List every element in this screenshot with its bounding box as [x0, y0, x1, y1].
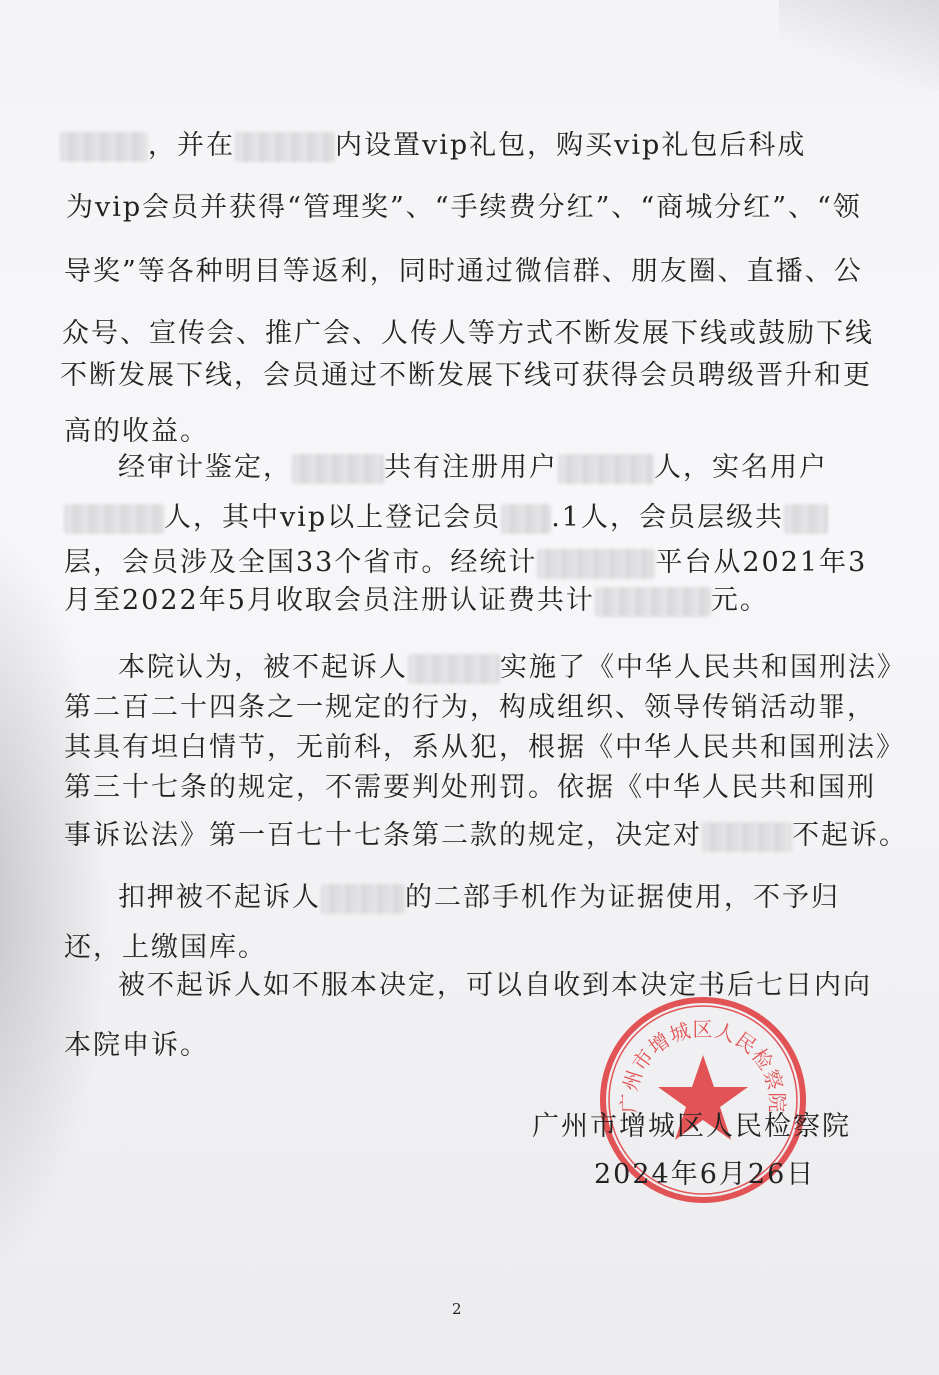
text-span: 内设置vip礼包，购买vip礼包后科成: [335, 130, 807, 161]
p3-line-4: 第三十七条的规定，不需要判处刑罚。依据《中华人民共和国刑: [64, 772, 876, 803]
redacted-text: [60, 132, 148, 162]
text-span: 经审计鉴定，: [118, 452, 292, 483]
text-span: 扣押被不起诉人: [118, 882, 321, 913]
redacted-text: [595, 587, 711, 617]
redacted-text: [235, 132, 335, 162]
signing-organization: 广州市增城区人民检察院: [532, 1111, 851, 1142]
p3-line-5: [64, 818, 908, 854]
p4-line-2: 还，上缴国库。: [64, 932, 267, 963]
text-span: 人，其中vip以上登记会员: [164, 502, 502, 533]
p1-line-2: 为vip会员并获得“管理奖”、“手续费分红”、“商城分红”、“领: [66, 192, 862, 223]
p1-line-6: 高的收益。: [64, 416, 209, 447]
redacted-text: [558, 454, 654, 484]
p3-line-1: [118, 650, 906, 686]
p5-line-1: 被不起诉人如不服本决定，可以自收到本决定书后七日内向: [118, 970, 872, 1001]
text-span: 层，会员涉及全国33个省市。经统计: [64, 547, 538, 578]
p3-line-2: 第二百二十四条之一规定的行为，构成组织、领导传销活动罪，: [64, 692, 876, 723]
p3-line-3: 其具有坦白情节，无前科，系从犯，根据《中华人民共和国刑法》: [64, 732, 905, 763]
seal-text: 广州市增城区人民检察院: [616, 1017, 790, 1114]
p4-line-1: [118, 880, 840, 916]
redacted-text: [501, 504, 551, 534]
redacted-text: [64, 504, 164, 534]
redacted-text: [702, 822, 792, 852]
redacted-text: [784, 504, 828, 534]
text-span: 本院认为，被不起诉人: [118, 652, 408, 683]
text-span: 共有注册用户: [384, 452, 558, 483]
text-span: ，并在: [148, 130, 235, 161]
redacted-text: [321, 884, 405, 914]
redacted-text: [408, 654, 500, 684]
p2-line-2: [64, 500, 828, 536]
text-span: 人，实名用户: [654, 452, 828, 483]
text-span: 的二部手机作为证据使用，不予归: [405, 882, 840, 913]
text-span: 元。: [710, 585, 769, 616]
signing-date: 2024年6月26日: [594, 1159, 816, 1190]
p2-line-4: [64, 583, 769, 619]
p2-line-1: [118, 450, 828, 486]
redacted-text: [292, 454, 384, 484]
text-span: 实施了《中华人民共和国刑法》: [500, 652, 906, 683]
p1-line-5: 不断发展下线，会员通过不断发展下线可获得会员聘级晋升和更: [60, 360, 872, 391]
text-span: 不起诉。: [792, 820, 908, 851]
p5-line-2: 本院申诉。: [64, 1030, 209, 1061]
redacted-text: [537, 549, 655, 579]
text-span: .1人，会员层级共: [551, 502, 784, 533]
text-span: 平台从2021年3: [655, 547, 868, 578]
page-fold-shadow: [779, 0, 939, 90]
p1-line-1: [60, 128, 806, 164]
page-number: 2: [452, 1300, 462, 1318]
p1-line-3: 导奖”等各种明目等返利，同时通过微信群、朋友圈、直播、公: [64, 256, 863, 287]
text-span: 事诉讼法》第一百七十七条第二款的规定，决定对: [64, 820, 702, 851]
p2-line-3: [64, 545, 867, 581]
p1-line-4: 众号、宣传会、推广会、人传人等方式不断发展下线或鼓励下线: [62, 318, 874, 349]
text-span: 月至2022年5月收取会员注册认证费共计: [64, 585, 595, 616]
